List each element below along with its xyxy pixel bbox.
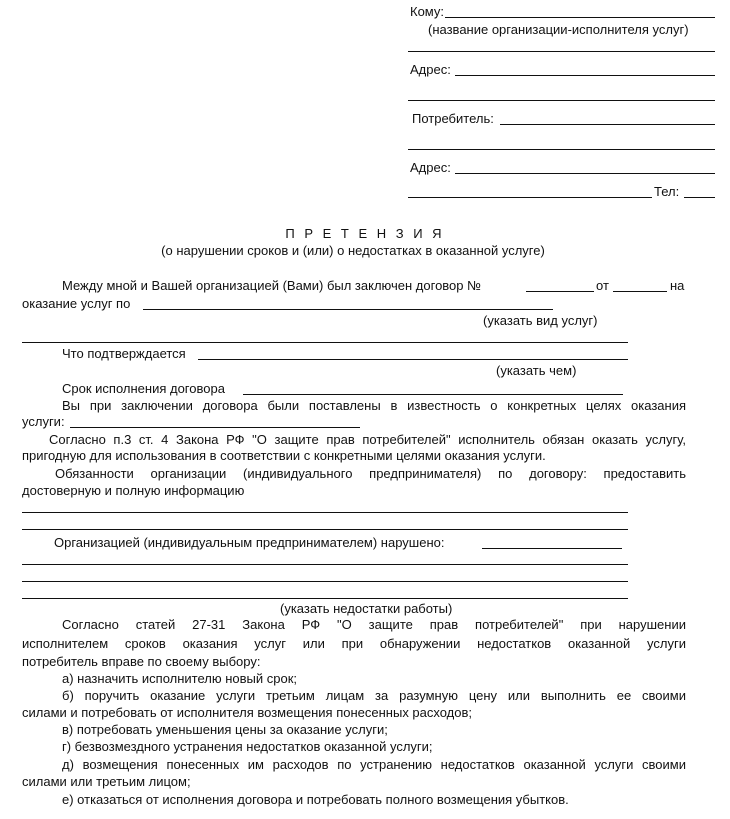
list-item-b-1: б) поручить оказание услуги третьим лицам за разумную цену или выполнить ее своими xyxy=(62,688,686,703)
duties-line-b[interactable] xyxy=(22,529,628,530)
list-item-e: е) отказаться от исполнения договора и потребовать полного возмещения убытков. xyxy=(62,792,569,807)
claim-subtitle: (о нарушении сроков и (или) о недостатках в оказанной услуге) xyxy=(161,243,545,258)
contract-date-line[interactable] xyxy=(613,291,667,292)
list-item-g: г) безвозмездного устранения недостатков оказанной услуги; xyxy=(62,739,433,754)
contract-text: Между мной и Вашей организацией (Вами) был заключен договор № xyxy=(62,278,482,293)
law-line-1: Согласно п.3 ст. 4 Закона РФ "О защите прав потребителей" исполнитель обязан оказать услугу, xyxy=(49,432,686,447)
services-label: оказание услуг по xyxy=(22,296,131,311)
list-item-d-1: д) возмещения понесенных им расходов по устранению недостатков оказанной услуги своими xyxy=(62,757,686,772)
consumer-address-extra-line[interactable] xyxy=(408,197,652,198)
violated-field-line[interactable] xyxy=(482,548,622,549)
law-line-2: пригодную для использования в соответствии с конкретными целями оказания услуги. xyxy=(22,448,546,463)
confirmed-label: Что подтверждается xyxy=(62,346,186,361)
violations-line-a[interactable] xyxy=(22,564,628,565)
confirmed-hint: (указать чем) xyxy=(496,363,577,378)
to-extra-line[interactable] xyxy=(408,51,715,52)
violated-label: Организацией (индивидуальным предпринимателем) нарушено: xyxy=(54,535,445,550)
contract-for-label: на xyxy=(670,278,685,293)
violations-line-b[interactable] xyxy=(22,581,628,582)
to-label: Кому: xyxy=(410,4,444,19)
list-item-d-2: силами или третьим лицом; xyxy=(22,774,191,789)
rights-line-1: Согласно статей 27-31 Закона РФ "О защите прав потребителей" при нарушении xyxy=(62,617,686,632)
consumer-address-label: Адрес: xyxy=(410,160,451,175)
term-field-line[interactable] xyxy=(243,394,623,395)
duties-line-2: достоверную и полную информацию xyxy=(22,483,245,498)
address-field-line[interactable] xyxy=(455,75,715,76)
goals-line-2: услуги: xyxy=(22,414,65,429)
confirmed-field-line[interactable] xyxy=(198,359,628,360)
contract-from-label: от xyxy=(596,278,609,293)
defects-hint: (указать недостатки работы) xyxy=(280,601,453,616)
consumer-address-field-line[interactable] xyxy=(455,173,715,174)
phone-label: Тел: xyxy=(654,184,680,199)
list-item-v: в) потребовать уменьшения цены за оказание услуги; xyxy=(62,722,388,737)
address-extra-line[interactable] xyxy=(408,100,715,101)
rights-line-3: потребитель вправе по своему выбору: xyxy=(22,654,261,669)
contract-number-line[interactable] xyxy=(526,291,594,292)
duties-line-a[interactable] xyxy=(22,512,628,513)
list-item-b-2: силами и потребовать от исполнителя возмещения понесенных расходов; xyxy=(22,705,473,720)
phone-field-line[interactable] xyxy=(684,197,715,198)
address-label: Адрес: xyxy=(410,62,451,77)
duties-line-1: Обязанности организации (индивидуального предпринимателя) по договору: предоставить xyxy=(55,466,686,481)
services-extra-line[interactable] xyxy=(22,342,628,343)
goals-line-1: Вы при заключении договора были поставлены в известность о конкретных целях оказания xyxy=(62,398,686,413)
goals-field-line[interactable] xyxy=(70,427,360,428)
services-field-line[interactable] xyxy=(143,309,553,310)
consumer-label: Потребитель: xyxy=(412,111,494,126)
violations-line-c[interactable] xyxy=(22,598,628,599)
rights-line-2: исполнителем сроков оказания услуг или при обнаружении недостатков оказанной услуги xyxy=(22,636,686,651)
consumer-field-line[interactable] xyxy=(500,124,715,125)
claim-title: П Р Е Т Е Н З И Я xyxy=(285,226,445,241)
list-item-a: а) назначить исполнителю новый срок; xyxy=(62,671,298,686)
consumer-extra-line[interactable] xyxy=(408,149,715,150)
term-label: Срок исполнения договора xyxy=(62,381,225,396)
to-hint: (название организации-исполнителя услуг) xyxy=(428,22,689,37)
to-field-line[interactable] xyxy=(445,17,715,18)
services-hint: (указать вид услуг) xyxy=(483,313,598,328)
